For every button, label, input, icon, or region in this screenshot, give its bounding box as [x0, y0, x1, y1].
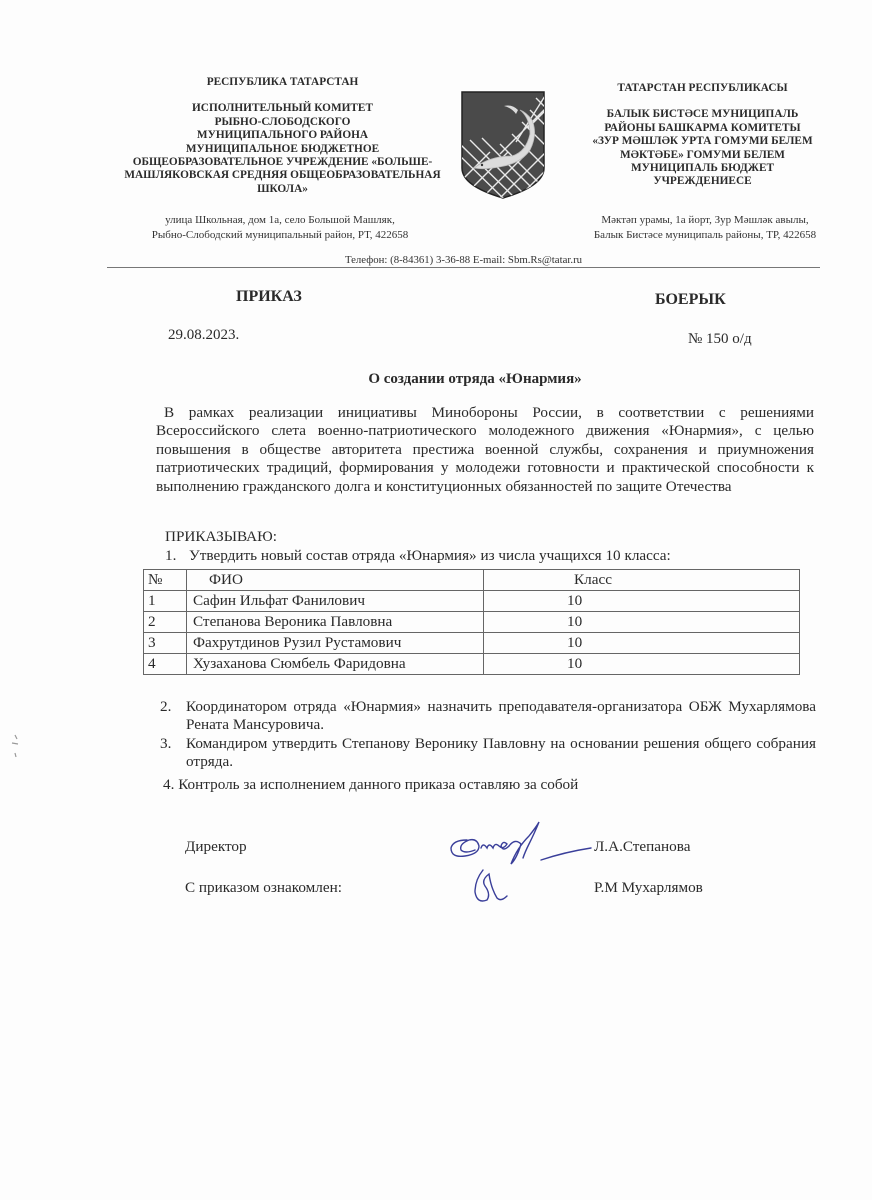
cell-class: 10 — [484, 654, 800, 675]
cell-number: 2 — [144, 612, 187, 633]
org-line: ШКОЛА» — [257, 182, 308, 195]
order-subject: О создании отряда «Юнармия» — [368, 371, 582, 387]
header-divider — [107, 267, 820, 268]
order-preamble: В рамках реализации инициативы Минобороны России, в соответствии с решениями Всероссийского слета военно-патриотического молодежного движения «Юнармия», с целью повышения в обществе авторитета престижа военной службы, сохранения и приумножения патриотических традиций, формирования у молодежи готовности и практической способности к выполнению гражданского долга и конституционных обязанностей по защите Отечества — [156, 404, 814, 495]
cell-name: Сафин Ильфат Фанилович — [187, 591, 484, 612]
orders-label: ПРИКАЗЫВАЮ: — [165, 528, 277, 545]
address-line: улица Школьная, дом 1а, село Большой Машляк, — [165, 214, 395, 226]
acknowledged-name: Р.М Мухарлямов — [594, 879, 703, 896]
table-row — [144, 612, 800, 633]
contact-line: Телефон: (8-84361) 3-36-88 E-mail: Sbm.Rs@tatar.ru — [344, 254, 583, 266]
republic-name-tt: ТАТАРСТАН РЕСПУБЛИКАСЫ — [617, 82, 788, 94]
director-name: Л.А.Степанова — [594, 838, 691, 855]
handwritten-signature-icon — [445, 818, 595, 913]
cell-class: 10 — [484, 633, 800, 654]
address-line: Мәктәп урамы, 1а йорт, Зур Мәшләк авылы, — [601, 214, 809, 226]
acknowledged-label: С приказом ознакомлен: — [185, 879, 342, 896]
cell-number: 1 — [144, 591, 187, 612]
cell-class: 10 — [484, 591, 800, 612]
address-line: Рыбно-Слободский муниципальный район, РТ, 422658 — [151, 229, 409, 241]
scan-artifact — [10, 733, 20, 763]
cell-name: Степанова Вероника Павловна — [187, 612, 484, 633]
item-number: 2. — [160, 698, 172, 715]
org-line: МАШЛЯКОВСКАЯ СРЕДНЯЯ ОБЩЕОБРАЗОВАТЕЛЬНАЯ — [124, 169, 441, 182]
item-text: Координатором отряда «Юнармия» назначить преподавателя-организатора ОБЖ Мухарлямова Рената Мансуровича. — [186, 698, 816, 733]
table-header-row — [144, 570, 800, 591]
org-line: МУНИЦИПАЛЬНОЕ БЮДЖЕТНОЕ — [185, 142, 380, 155]
coat-of-arms-icon — [460, 90, 546, 200]
table-row — [144, 591, 800, 612]
roster-table — [143, 569, 800, 675]
address-tt — [560, 213, 850, 243]
order-items-list — [160, 698, 816, 772]
org-line: РАЙОНЫ БАШКАРМА КОМИТЕТЫ — [604, 121, 801, 134]
column-header-class: Класс — [484, 570, 800, 591]
order-item-2 — [160, 698, 816, 734]
cell-name: Фахрутдинов Рузил Рустамович — [187, 633, 484, 654]
org-line: МУНИЦИПАЛЬНОГО РАЙОНА — [196, 129, 369, 142]
cell-name: Хузаханова Сюмбель Фаридовна — [187, 654, 484, 675]
order-date: 29.08.2023. — [168, 327, 240, 343]
header-left-block — [110, 76, 455, 196]
order-title-ru: ПРИКАЗ — [236, 288, 302, 305]
column-header-number: № — [144, 570, 187, 591]
address-line: Балык Бистәсе муниципаль районы, ТР, 422658 — [593, 229, 817, 241]
order-item-1 — [165, 547, 671, 565]
column-header-name: ФИО — [187, 570, 484, 591]
cell-number: 3 — [144, 633, 187, 654]
org-line: БАЛЫК БИСТӘСЕ МУНИЦИПАЛЬ — [606, 108, 799, 121]
order-number: № 150 о/д — [688, 331, 752, 347]
order-title-tt: БОЕРЫК — [655, 291, 726, 308]
org-line: ИСПОЛНИТЕЛЬНЫЙ КОМИТЕТ — [192, 102, 373, 115]
org-line: РЫБНО-СЛОБОДСКОГО — [214, 115, 351, 128]
org-line: МӘКТӘБЕ» ГОМУМИ БЕЛЕМ — [620, 148, 785, 161]
order-item-4: 4. Контроль за исполнением данного приказа оставляю за собой — [163, 776, 579, 793]
table-row — [144, 633, 800, 654]
address-ru — [120, 213, 440, 243]
item-text: Утвердить новый состав отряда «Юнармия» из числа учащихся 10 класса: — [189, 547, 671, 564]
item-number: 1. — [165, 547, 177, 564]
item-text: Командиром утвердить Степанову Веронику Павловну на основании решения общего собрания отряда. — [186, 735, 816, 770]
republic-name-ru: РЕСПУБЛИКА ТАТАРСТАН — [206, 76, 359, 88]
cell-class: 10 — [484, 612, 800, 633]
table-row — [144, 654, 800, 675]
cell-number: 4 — [144, 654, 187, 675]
order-item-3 — [160, 735, 816, 771]
item-number: 3. — [160, 735, 172, 752]
org-line: ОБЩЕОБРАЗОВАТЕЛЬНОЕ УЧРЕЖДЕНИЕ «БОЛЬШЕ- — [132, 156, 433, 169]
org-line: УЧРЕЖДЕНИЕСЕ — [653, 175, 752, 188]
org-line: «ЗУР МӘШЛӘК УРТА ГОМУМИ БЕЛЕМ — [592, 135, 813, 148]
director-label: Директор — [185, 838, 247, 855]
header-right-block — [560, 82, 845, 189]
org-line: МУНИЦИПАЛЬ БЮДЖЕТ — [630, 162, 775, 175]
